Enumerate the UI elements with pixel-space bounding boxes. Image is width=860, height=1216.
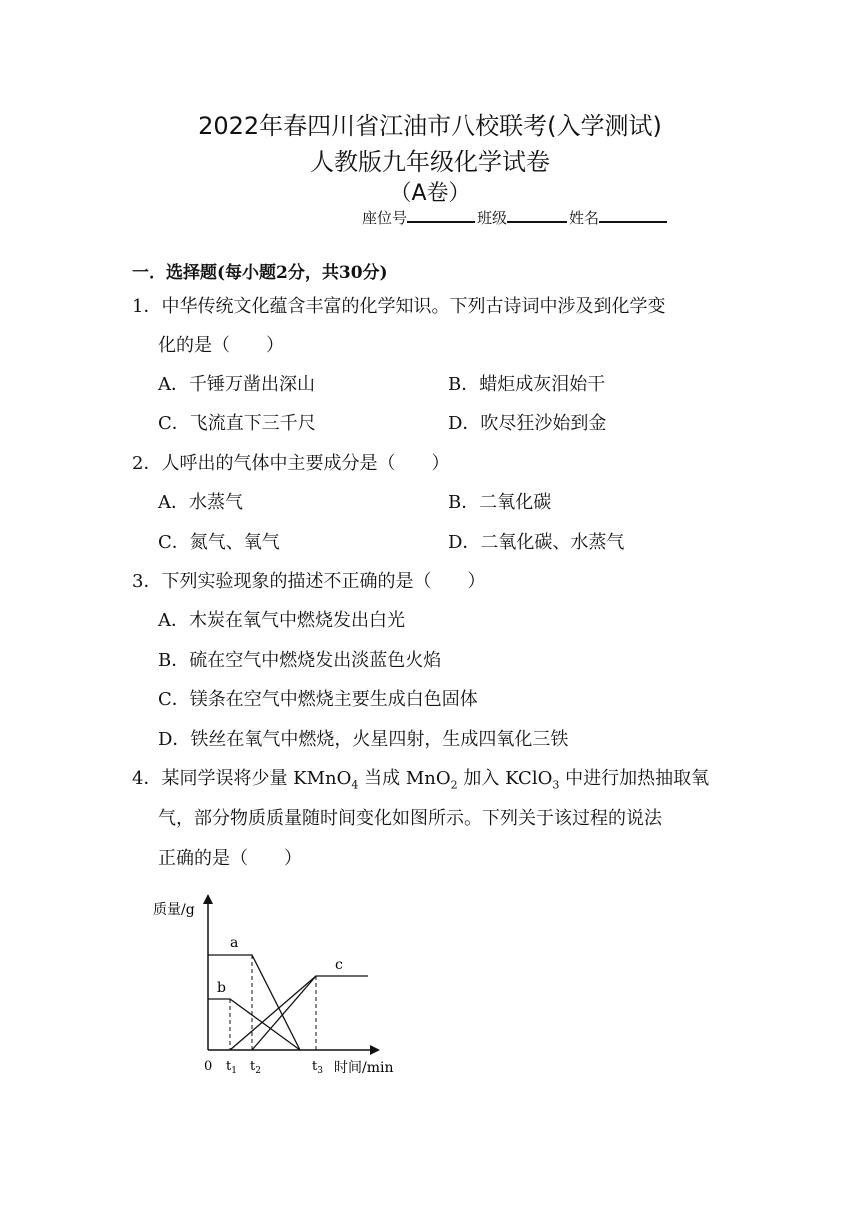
exam-title: 2022年春四川省江油市八校联考(入学测试) bbox=[198, 112, 662, 140]
q2-option-a: A．水蒸气 bbox=[158, 492, 243, 513]
q2-option-b: B．二氧化碳 bbox=[448, 492, 552, 513]
y-axis-label: 质量/g bbox=[153, 902, 195, 918]
exam-subtitle: 人教版九年级化学试卷 bbox=[310, 148, 550, 176]
tick-t2: $t_2$ bbox=[250, 1059, 261, 1076]
q3-stem: 3．下列实验现象的描述不正确的是（ ） bbox=[132, 571, 486, 592]
q1-option-b: B．蜡炬成灰泪始干 bbox=[448, 374, 606, 395]
q1-stem-line2: 化的是（ ） bbox=[158, 335, 284, 356]
y-axis-arrow-icon bbox=[203, 894, 213, 904]
q3-option-a: A．木炭在氧气中燃烧发出白光 bbox=[158, 610, 405, 631]
class-label: 班级 bbox=[477, 209, 508, 227]
q4-stem-line1: 4．某同学误将少量 KMnO$_4$ 当成 MnO$_2$ 加入 KClO$_3$ 中进行加热抽取氧 bbox=[132, 768, 710, 792]
name-label: 姓名 bbox=[569, 209, 600, 227]
class-blank[interactable] bbox=[507, 207, 567, 223]
q3-option-b: B．硫在空气中燃烧发出淡蓝色火焰 bbox=[158, 650, 442, 671]
curve-a bbox=[208, 955, 300, 1050]
student-info-line bbox=[362, 207, 669, 228]
q1-stem-line1: 1．中华传统文化蕴含丰富的化学知识。下列古诗词中涉及到化学变 bbox=[132, 296, 666, 317]
name-blank[interactable] bbox=[599, 207, 667, 223]
q3-option-c: C．镁条在空气中燃烧主要生成白色固体 bbox=[158, 689, 478, 710]
label-b: b bbox=[217, 980, 226, 996]
seat-blank[interactable] bbox=[407, 207, 475, 223]
seat-label: 座位号 bbox=[362, 209, 408, 227]
x-axis-label: 时间/min bbox=[334, 1060, 394, 1076]
q1-option-d: D．吹尽狂沙始到金 bbox=[448, 413, 607, 434]
q1-option-a: A．千锤万凿出深山 bbox=[158, 374, 315, 395]
x-axis-arrow-icon bbox=[370, 1045, 380, 1055]
label-c: c bbox=[335, 957, 343, 973]
curve-c bbox=[252, 976, 368, 1050]
q4-stem-line3: 正确的是（ ） bbox=[158, 848, 302, 869]
q4-stem-line2: 气，部分物质质量随时间变化如图所示。下列关于该过程的说法 bbox=[158, 808, 662, 829]
tick-t1: $t_1$ bbox=[226, 1059, 237, 1076]
tick-t3: $t_3$ bbox=[312, 1059, 323, 1076]
curve-b bbox=[208, 999, 300, 1050]
exam-version: （A卷） bbox=[389, 181, 471, 206]
curve-d bbox=[230, 976, 316, 1050]
origin-label: 0 bbox=[204, 1059, 213, 1074]
q2-option-c: C．氮气、氧气 bbox=[158, 532, 280, 553]
mass-time-graph bbox=[150, 890, 410, 1085]
q2-option-d: D．二氧化碳、水蒸气 bbox=[448, 532, 625, 553]
q1-option-c: C．飞流直下三千尺 bbox=[158, 413, 316, 434]
label-a: a bbox=[230, 935, 239, 951]
section-heading: 一．选择题(每小题2分，共30分) bbox=[132, 263, 388, 283]
q3-option-d: D．铁丝在氧气中燃烧，火星四射，生成四氧化三铁 bbox=[158, 729, 569, 750]
q2-stem: 2．人呼出的气体中主要成分是（ ） bbox=[132, 453, 450, 474]
